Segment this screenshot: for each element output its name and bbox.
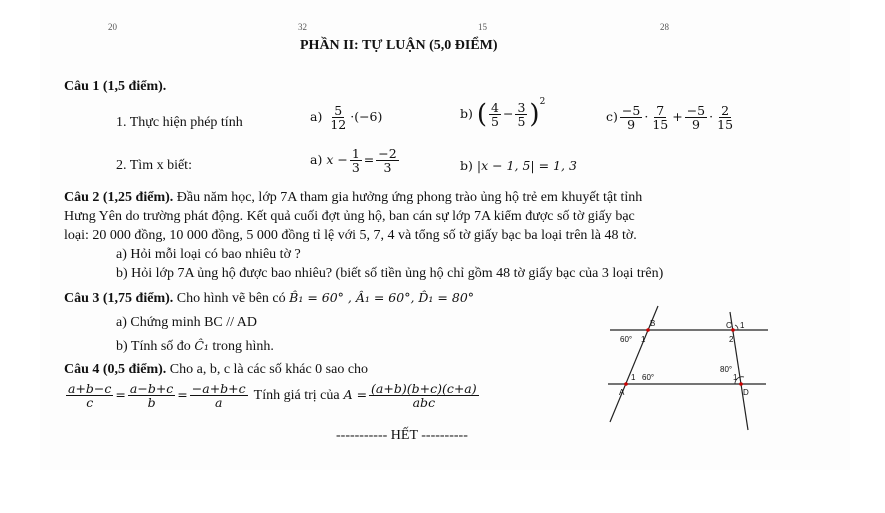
fraction (66, 382, 113, 409)
q2-title: Câu 2 (1,25 điểm). (64, 190, 174, 205)
part-b-label: b) (460, 106, 473, 121)
end-marker: ----------- HẾT ---------- (336, 428, 468, 443)
numerator: 2 (721, 103, 730, 118)
fraction (515, 101, 527, 128)
equals-sign: = (177, 387, 188, 403)
q2-line2: Hưng Yên do trường phát động. Kết quả cuối đợt ủng hộ, ban cán sự lớp 7A kiểm được số tờ giấy bạc (64, 209, 635, 224)
fraction (128, 382, 175, 409)
q3-part-b-pre: b) Tính số đo (116, 339, 191, 354)
numerator: −5 (686, 103, 706, 118)
label-a: A (619, 388, 625, 397)
numerator: (a+b)(b+c)(c+a) (371, 381, 477, 396)
denominator: 3 (351, 160, 360, 176)
q3-conditions: B̂₁ = 60° , Â₁ = 60°, D̂₁ = 80° (289, 290, 475, 305)
q2-part-a: a) Hỏi mỗi loại có bao nhiêu tờ ? (116, 247, 301, 262)
label-angle-d-index: 1 (733, 373, 738, 382)
denominator: 5 (517, 114, 526, 129)
fraction (620, 104, 642, 131)
denominator: 5 (491, 114, 499, 129)
label-angle-b-index: 1 (641, 335, 646, 344)
exam-page (40, 0, 850, 470)
denominator: 9 (691, 117, 700, 133)
part-a-label: a) (310, 152, 323, 168)
q1-title: Câu 1 (1,5 điểm). (64, 79, 167, 94)
point-d (739, 382, 743, 386)
label-d: D (743, 388, 749, 397)
top-number: 28 (660, 22, 669, 32)
q2-line3: loại: 20 000 đồng, 10 000 đồng, 5 000 đồng tỉ lệ với 5, 7, 4 và tổng số tờ giấy bạc ba loại trên là 48 tờ. (64, 228, 637, 243)
denominator: abc (412, 395, 436, 411)
numerator: a+b−c (68, 381, 112, 396)
q1-part-a (310, 104, 382, 131)
denominator: b (147, 395, 156, 411)
numerator: 1 (351, 146, 360, 161)
numerator: −5 (621, 103, 641, 118)
numerator: 5 (334, 103, 343, 118)
part-a-label: a) (310, 109, 323, 125)
q1-find-x-a (310, 147, 401, 174)
label-angle-b: 60° (620, 335, 633, 344)
q4-ask: Tính giá trị của (253, 388, 340, 404)
expression: |x − 1, 5| = 1, 3 (476, 158, 577, 173)
label-angle-d: 80° (720, 365, 733, 374)
numerator: 4 (491, 99, 499, 115)
fraction (328, 104, 348, 131)
label-c: C (726, 321, 732, 330)
q1-item2-label: 2. Tìm x biết: (116, 158, 192, 173)
label-b: B (650, 319, 656, 328)
point-b (646, 328, 650, 332)
numerator: 7 (656, 103, 665, 118)
denominator: 9 (627, 117, 636, 133)
part-c-label: c) (606, 109, 618, 125)
q2-text: Đầu năm học, lớp 7A tham gia hưởng ứng phong trào ủng hộ trẻ em khuyết tật tỉnh (176, 190, 643, 205)
fraction (190, 382, 248, 409)
label-angle-a: 60° (642, 373, 655, 382)
q3-line (64, 290, 474, 307)
top-number: 32 (298, 22, 307, 32)
dot: · (644, 109, 649, 125)
angle-symbol: Ĉ₁ (194, 338, 209, 353)
numerator: 3 (517, 99, 526, 115)
top-number: 20 (108, 22, 117, 32)
q3-part-b-post: trong hình. (212, 339, 274, 354)
fraction (685, 104, 707, 131)
label-angle-a-index: 1 (631, 373, 636, 382)
fraction (650, 104, 670, 131)
dot: · (709, 109, 714, 125)
fraction (350, 147, 362, 174)
q3-part-a: a) Chứng minh BC // AD (116, 315, 257, 330)
section-title: PHẦN II: TỰ LUẬN (5,0 ĐIỂM) (300, 38, 498, 53)
q3-part-b (116, 338, 274, 355)
minus-sign: − (502, 106, 514, 121)
denominator: 15 (652, 117, 669, 133)
label-angle-c-index1: 1 (740, 321, 745, 330)
q2-part-b: b) Hỏi lớp 7A ủng hộ được bao nhiêu? (biết số tiền ủng hộ chỉ gồm 48 tờ giấy bạc của 3 loại trên) (116, 266, 664, 281)
expression: x − (326, 152, 348, 168)
label-angle-c-index2: 2 (729, 335, 734, 344)
numerator: −a+b+c (191, 381, 246, 396)
q4-line (64, 362, 368, 378)
fraction (376, 147, 398, 174)
fraction (715, 104, 735, 131)
exponent: 2 (539, 97, 546, 107)
expression-rest: ·(−6) (350, 109, 383, 125)
q1-item1-label: 1. Thực hiện phép tính (116, 115, 243, 130)
numerator: −2 (378, 146, 397, 161)
q4-intro: Cho a, b, c là các số khác 0 sao cho (169, 362, 369, 377)
q1-part-b: b) ( $\frac{4}{5}$ − $\frac{3}{5}$ )$^2$ (460, 97, 546, 130)
denominator: 3 (383, 160, 392, 176)
q1-part-c (606, 104, 737, 131)
q3-intro: Cho hình vẽ bên có (176, 291, 286, 306)
point-a (624, 382, 628, 386)
denominator: 12 (330, 117, 347, 133)
angle-arc-c (735, 325, 738, 330)
denominator: c (86, 395, 94, 411)
q1-find-x-b (460, 158, 577, 173)
q3-title: Câu 3 (1,75 điểm). (64, 291, 174, 306)
fraction (489, 101, 501, 128)
q4-title: Câu 4 (0,5 điểm). (64, 362, 167, 377)
equals-sign: = (363, 152, 375, 168)
a-label: A = (343, 387, 368, 403)
part-b-label: b) (460, 158, 473, 173)
equals-sign: = (115, 387, 126, 403)
numerator: a−b+c (129, 381, 174, 396)
denominator: 15 (717, 117, 734, 133)
top-number: 15 (478, 22, 487, 32)
fraction (369, 382, 479, 409)
denominator: a (215, 395, 223, 411)
q4-equation (64, 382, 481, 409)
q2-line1 (64, 190, 642, 206)
plus-sign: + (672, 109, 683, 125)
geometry-diagram (600, 300, 770, 435)
